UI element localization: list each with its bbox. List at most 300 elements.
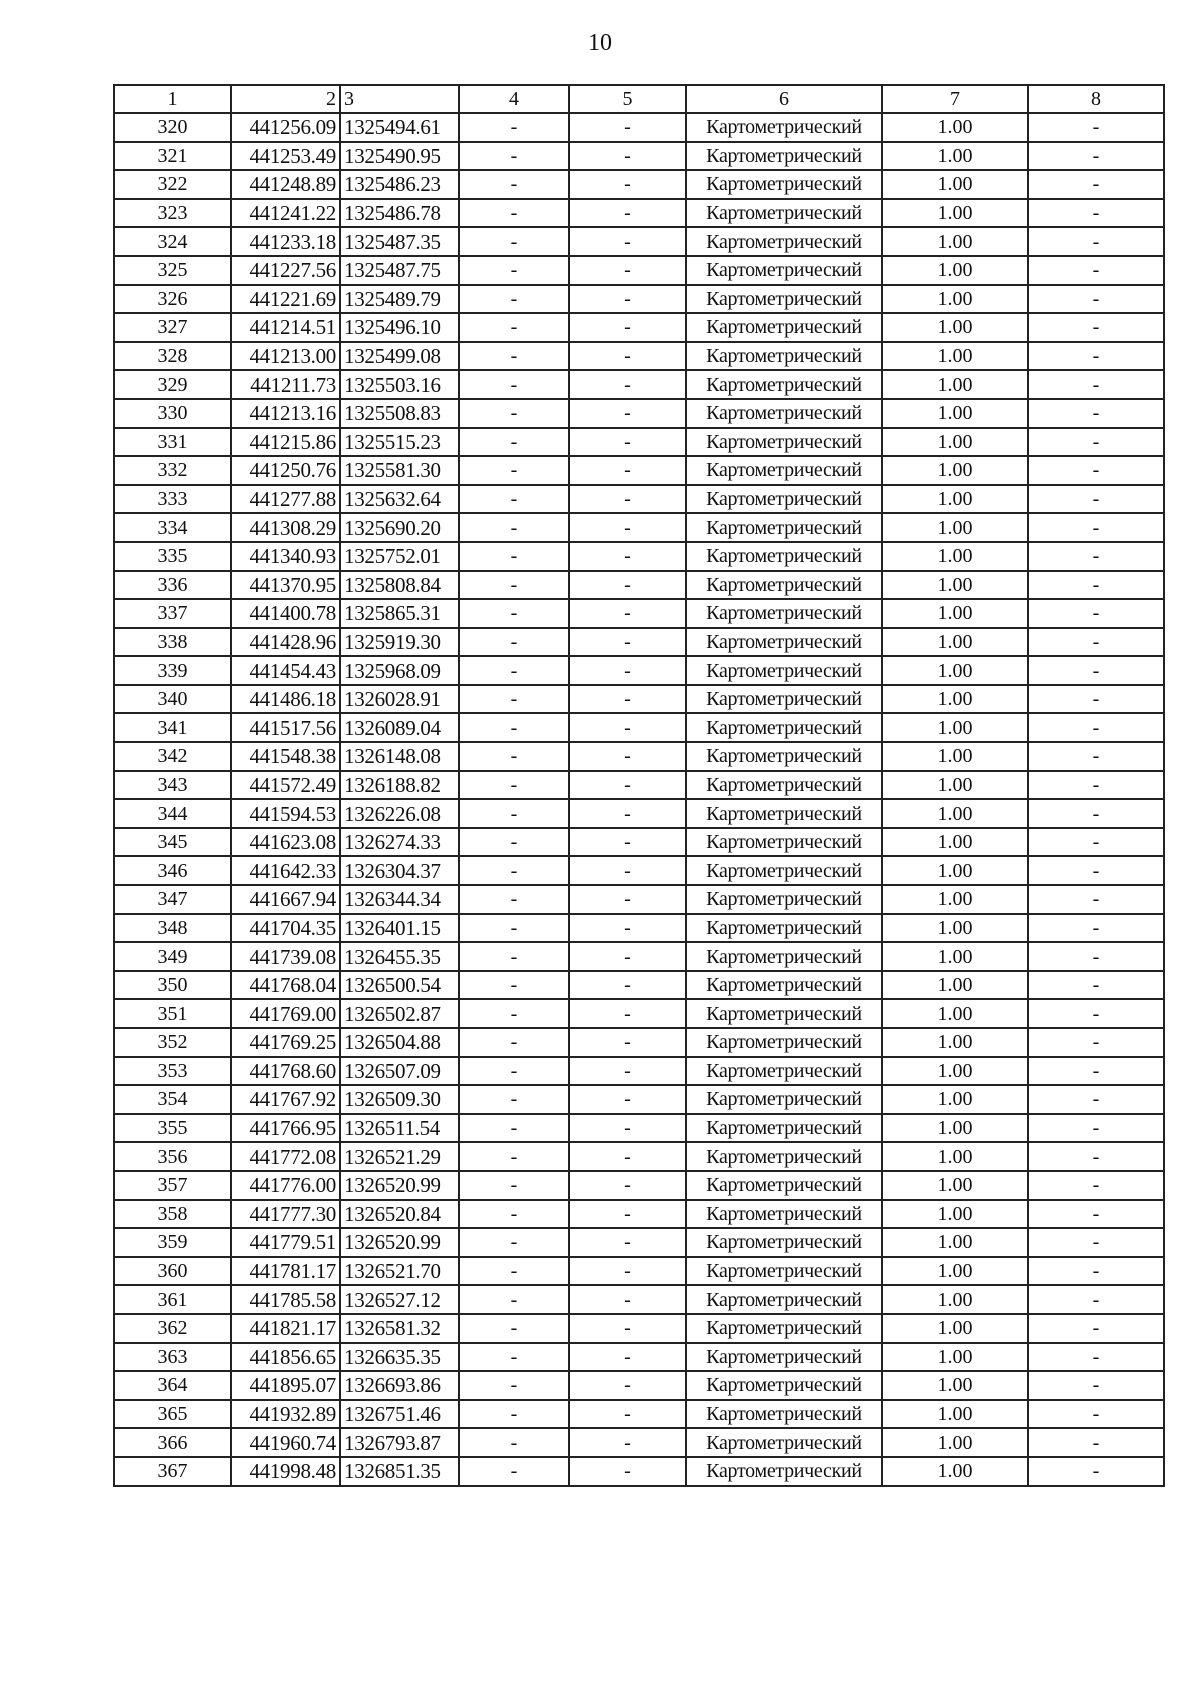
table-row xyxy=(114,399,1164,428)
y-coordinate-cell: 1325489.79 xyxy=(340,285,459,314)
column-5-cell: - xyxy=(569,428,686,457)
column-4-cell: - xyxy=(459,1400,569,1429)
column-5-cell: - xyxy=(569,628,686,657)
accuracy-cell: 1.00 xyxy=(882,856,1028,885)
method-cell: Картометрический xyxy=(686,999,882,1028)
column-8-cell: - xyxy=(1028,485,1164,514)
x-coordinate-cell: 441213.16 xyxy=(231,399,340,428)
column-4-cell: - xyxy=(459,170,569,199)
point-number-cell: 342 xyxy=(114,742,231,771)
x-coordinate-cell: 441821.17 xyxy=(231,1314,340,1343)
column-4-cell: - xyxy=(459,370,569,399)
column-5-cell: - xyxy=(569,313,686,342)
table-row xyxy=(114,656,1164,685)
method-cell: Картометрический xyxy=(686,1285,882,1314)
point-number-cell: 320 xyxy=(114,113,231,142)
column-4-cell: - xyxy=(459,542,569,571)
y-coordinate-cell: 1326500.54 xyxy=(340,971,459,1000)
table-row xyxy=(114,1057,1164,1086)
column-8-cell: - xyxy=(1028,1171,1164,1200)
column-4-cell: - xyxy=(459,1142,569,1171)
column-4-cell: - xyxy=(459,1028,569,1057)
x-coordinate-cell: 441221.69 xyxy=(231,285,340,314)
accuracy-cell: 1.00 xyxy=(882,713,1028,742)
method-cell: Картометрический xyxy=(686,1114,882,1143)
accuracy-cell: 1.00 xyxy=(882,1057,1028,1086)
column-8-cell: - xyxy=(1028,513,1164,542)
x-coordinate-cell: 441856.65 xyxy=(231,1343,340,1372)
table-row xyxy=(114,142,1164,171)
table-row xyxy=(114,942,1164,971)
method-cell: Картометрический xyxy=(686,599,882,628)
column-5-cell: - xyxy=(569,370,686,399)
column-8-cell: - xyxy=(1028,456,1164,485)
method-cell: Картометрический xyxy=(686,742,882,771)
table-body xyxy=(114,113,1164,1486)
x-coordinate-cell: 441572.49 xyxy=(231,771,340,800)
column-8-cell: - xyxy=(1028,370,1164,399)
x-coordinate-cell: 441768.04 xyxy=(231,971,340,1000)
column-4-cell: - xyxy=(459,999,569,1028)
y-coordinate-cell: 1326502.87 xyxy=(340,999,459,1028)
y-coordinate-cell: 1326521.70 xyxy=(340,1257,459,1286)
x-coordinate-cell: 441769.00 xyxy=(231,999,340,1028)
column-5-cell: - xyxy=(569,599,686,628)
column-8-cell: - xyxy=(1028,1343,1164,1372)
x-coordinate-cell: 441233.18 xyxy=(231,227,340,256)
y-coordinate-cell: 1326028.91 xyxy=(340,685,459,714)
point-number-cell: 336 xyxy=(114,571,231,600)
table-row xyxy=(114,113,1164,142)
column-header-8: 8 xyxy=(1028,85,1164,113)
method-cell: Картометрический xyxy=(686,628,882,657)
table-row xyxy=(114,1257,1164,1286)
column-5-cell: - xyxy=(569,199,686,228)
y-coordinate-cell: 1326581.32 xyxy=(340,1314,459,1343)
x-coordinate-cell: 441241.22 xyxy=(231,199,340,228)
table-row xyxy=(114,1371,1164,1400)
column-8-cell: - xyxy=(1028,1457,1164,1486)
method-cell: Картометрический xyxy=(686,1400,882,1429)
point-number-cell: 350 xyxy=(114,971,231,1000)
accuracy-cell: 1.00 xyxy=(882,456,1028,485)
column-8-cell: - xyxy=(1028,571,1164,600)
page-number: 10 xyxy=(588,30,612,56)
y-coordinate-cell: 1325632.64 xyxy=(340,485,459,514)
column-8-cell: - xyxy=(1028,828,1164,857)
point-number-cell: 339 xyxy=(114,656,231,685)
x-coordinate-cell: 441642.33 xyxy=(231,856,340,885)
column-4-cell: - xyxy=(459,885,569,914)
column-4-cell: - xyxy=(459,1200,569,1229)
method-cell: Картометрический xyxy=(686,971,882,1000)
accuracy-cell: 1.00 xyxy=(882,656,1028,685)
point-number-cell: 324 xyxy=(114,227,231,256)
y-coordinate-cell: 1326148.08 xyxy=(340,742,459,771)
x-coordinate-cell: 441895.07 xyxy=(231,1371,340,1400)
accuracy-cell: 1.00 xyxy=(882,113,1028,142)
x-coordinate-cell: 441769.25 xyxy=(231,1028,340,1057)
column-5-cell: - xyxy=(569,1371,686,1400)
column-5-cell: - xyxy=(569,1114,686,1143)
column-8-cell: - xyxy=(1028,742,1164,771)
method-cell: Картометрический xyxy=(686,771,882,800)
column-4-cell: - xyxy=(459,456,569,485)
accuracy-cell: 1.00 xyxy=(882,1457,1028,1486)
column-5-cell: - xyxy=(569,856,686,885)
column-5-cell: - xyxy=(569,713,686,742)
column-4-cell: - xyxy=(459,399,569,428)
x-coordinate-cell: 441772.08 xyxy=(231,1142,340,1171)
y-coordinate-cell: 1326509.30 xyxy=(340,1085,459,1114)
y-coordinate-cell: 1325752.01 xyxy=(340,542,459,571)
y-coordinate-cell: 1325494.61 xyxy=(340,113,459,142)
table-row xyxy=(114,856,1164,885)
point-number-cell: 357 xyxy=(114,1171,231,1200)
point-number-cell: 338 xyxy=(114,628,231,657)
table-row xyxy=(114,428,1164,457)
accuracy-cell: 1.00 xyxy=(882,256,1028,285)
column-8-cell: - xyxy=(1028,914,1164,943)
point-number-cell: 365 xyxy=(114,1400,231,1429)
table-row xyxy=(114,1343,1164,1372)
method-cell: Картометрический xyxy=(686,799,882,828)
x-coordinate-cell: 441768.60 xyxy=(231,1057,340,1086)
table-row xyxy=(114,971,1164,1000)
table-row xyxy=(114,542,1164,571)
y-coordinate-cell: 1325865.31 xyxy=(340,599,459,628)
point-number-cell: 355 xyxy=(114,1114,231,1143)
accuracy-cell: 1.00 xyxy=(882,1028,1028,1057)
method-cell: Картометрический xyxy=(686,914,882,943)
y-coordinate-cell: 1325919.30 xyxy=(340,628,459,657)
point-number-cell: 344 xyxy=(114,799,231,828)
method-cell: Картометрический xyxy=(686,513,882,542)
x-coordinate-cell: 441370.95 xyxy=(231,571,340,600)
column-5-cell: - xyxy=(569,942,686,971)
x-coordinate-cell: 441704.35 xyxy=(231,914,340,943)
table-row xyxy=(114,1428,1164,1457)
column-8-cell: - xyxy=(1028,113,1164,142)
point-number-cell: 327 xyxy=(114,313,231,342)
column-8-cell: - xyxy=(1028,1085,1164,1114)
table-row xyxy=(114,370,1164,399)
method-cell: Картометрический xyxy=(686,256,882,285)
column-header-1: 1 xyxy=(114,85,231,113)
column-5-cell: - xyxy=(569,914,686,943)
y-coordinate-cell: 1325968.09 xyxy=(340,656,459,685)
x-coordinate-cell: 441623.08 xyxy=(231,828,340,857)
column-8-cell: - xyxy=(1028,428,1164,457)
accuracy-cell: 1.00 xyxy=(882,1371,1028,1400)
point-number-cell: 354 xyxy=(114,1085,231,1114)
column-8-cell: - xyxy=(1028,399,1164,428)
table-row xyxy=(114,1285,1164,1314)
column-5-cell: - xyxy=(569,999,686,1028)
point-number-cell: 335 xyxy=(114,542,231,571)
column-4-cell: - xyxy=(459,513,569,542)
x-coordinate-cell: 441277.88 xyxy=(231,485,340,514)
accuracy-cell: 1.00 xyxy=(882,485,1028,514)
column-5-cell: - xyxy=(569,656,686,685)
column-4-cell: - xyxy=(459,1457,569,1486)
y-coordinate-cell: 1325690.20 xyxy=(340,513,459,542)
column-8-cell: - xyxy=(1028,799,1164,828)
column-4-cell: - xyxy=(459,1228,569,1257)
accuracy-cell: 1.00 xyxy=(882,313,1028,342)
point-number-cell: 323 xyxy=(114,199,231,228)
accuracy-cell: 1.00 xyxy=(882,1314,1028,1343)
y-coordinate-cell: 1326507.09 xyxy=(340,1057,459,1086)
table-row xyxy=(114,1457,1164,1486)
column-5-cell: - xyxy=(569,1457,686,1486)
accuracy-cell: 1.00 xyxy=(882,828,1028,857)
column-4-cell: - xyxy=(459,856,569,885)
method-cell: Картометрический xyxy=(686,1228,882,1257)
x-coordinate-cell: 441227.56 xyxy=(231,256,340,285)
table-row xyxy=(114,885,1164,914)
accuracy-cell: 1.00 xyxy=(882,942,1028,971)
accuracy-cell: 1.00 xyxy=(882,399,1028,428)
column-8-cell: - xyxy=(1028,685,1164,714)
x-coordinate-cell: 441776.00 xyxy=(231,1171,340,1200)
accuracy-cell: 1.00 xyxy=(882,370,1028,399)
method-cell: Картометрический xyxy=(686,656,882,685)
point-number-cell: 330 xyxy=(114,399,231,428)
method-cell: Картометрический xyxy=(686,456,882,485)
accuracy-cell: 1.00 xyxy=(882,1085,1028,1114)
column-5-cell: - xyxy=(569,227,686,256)
table-row xyxy=(114,742,1164,771)
column-5-cell: - xyxy=(569,1257,686,1286)
y-coordinate-cell: 1325490.95 xyxy=(340,142,459,171)
column-5-cell: - xyxy=(569,513,686,542)
x-coordinate-cell: 441215.86 xyxy=(231,428,340,457)
x-coordinate-cell: 441739.08 xyxy=(231,942,340,971)
table-row xyxy=(114,342,1164,371)
y-coordinate-cell: 1326520.99 xyxy=(340,1171,459,1200)
table-row xyxy=(114,1028,1164,1057)
column-header-5: 5 xyxy=(569,85,686,113)
x-coordinate-cell: 441340.93 xyxy=(231,542,340,571)
column-4-cell: - xyxy=(459,142,569,171)
column-header-4: 4 xyxy=(459,85,569,113)
point-number-cell: 362 xyxy=(114,1314,231,1343)
table-header xyxy=(114,85,1164,113)
column-4-cell: - xyxy=(459,256,569,285)
column-header-3: 3 xyxy=(340,85,459,113)
method-cell: Картометрический xyxy=(686,885,882,914)
accuracy-cell: 1.00 xyxy=(882,742,1028,771)
column-5-cell: - xyxy=(569,971,686,1000)
accuracy-cell: 1.00 xyxy=(882,1400,1028,1429)
point-number-cell: 358 xyxy=(114,1200,231,1229)
column-5-cell: - xyxy=(569,828,686,857)
y-coordinate-cell: 1326851.35 xyxy=(340,1457,459,1486)
method-cell: Картометрический xyxy=(686,1428,882,1457)
method-cell: Картометрический xyxy=(686,170,882,199)
method-cell: Картометрический xyxy=(686,1171,882,1200)
x-coordinate-cell: 441253.49 xyxy=(231,142,340,171)
accuracy-cell: 1.00 xyxy=(882,513,1028,542)
point-number-cell: 332 xyxy=(114,456,231,485)
method-cell: Картометрический xyxy=(686,828,882,857)
method-cell: Картометрический xyxy=(686,1142,882,1171)
y-coordinate-cell: 1326188.82 xyxy=(340,771,459,800)
table-row xyxy=(114,227,1164,256)
x-coordinate-cell: 441785.58 xyxy=(231,1285,340,1314)
column-5-cell: - xyxy=(569,571,686,600)
accuracy-cell: 1.00 xyxy=(882,1228,1028,1257)
accuracy-cell: 1.00 xyxy=(882,1257,1028,1286)
column-4-cell: - xyxy=(459,656,569,685)
column-5-cell: - xyxy=(569,342,686,371)
method-cell: Картометрический xyxy=(686,571,882,600)
method-cell: Картометрический xyxy=(686,285,882,314)
column-8-cell: - xyxy=(1028,942,1164,971)
column-4-cell: - xyxy=(459,485,569,514)
column-4-cell: - xyxy=(459,771,569,800)
point-number-cell: 353 xyxy=(114,1057,231,1086)
x-coordinate-cell: 441214.51 xyxy=(231,313,340,342)
column-4-cell: - xyxy=(459,828,569,857)
column-8-cell: - xyxy=(1028,199,1164,228)
y-coordinate-cell: 1325486.78 xyxy=(340,199,459,228)
y-coordinate-cell: 1326693.86 xyxy=(340,1371,459,1400)
column-4-cell: - xyxy=(459,1428,569,1457)
column-5-cell: - xyxy=(569,1085,686,1114)
y-coordinate-cell: 1326226.08 xyxy=(340,799,459,828)
column-8-cell: - xyxy=(1028,1371,1164,1400)
x-coordinate-cell: 441486.18 xyxy=(231,685,340,714)
x-coordinate-cell: 441248.89 xyxy=(231,170,340,199)
table-row xyxy=(114,1228,1164,1257)
point-number-cell: 346 xyxy=(114,856,231,885)
y-coordinate-cell: 1325496.10 xyxy=(340,313,459,342)
accuracy-cell: 1.00 xyxy=(882,199,1028,228)
column-8-cell: - xyxy=(1028,856,1164,885)
x-coordinate-cell: 441781.17 xyxy=(231,1257,340,1286)
column-5-cell: - xyxy=(569,485,686,514)
y-coordinate-cell: 1326504.88 xyxy=(340,1028,459,1057)
x-coordinate-cell: 441428.96 xyxy=(231,628,340,657)
x-coordinate-cell: 441250.76 xyxy=(231,456,340,485)
accuracy-cell: 1.00 xyxy=(882,999,1028,1028)
table-row xyxy=(114,713,1164,742)
column-8-cell: - xyxy=(1028,628,1164,657)
y-coordinate-cell: 1326520.99 xyxy=(340,1228,459,1257)
method-cell: Картометрический xyxy=(686,1371,882,1400)
method-cell: Картометрический xyxy=(686,1057,882,1086)
point-number-cell: 337 xyxy=(114,599,231,628)
method-cell: Картометрический xyxy=(686,713,882,742)
point-number-cell: 328 xyxy=(114,342,231,371)
point-number-cell: 345 xyxy=(114,828,231,857)
column-4-cell: - xyxy=(459,1285,569,1314)
point-number-cell: 366 xyxy=(114,1428,231,1457)
column-4-cell: - xyxy=(459,313,569,342)
column-4-cell: - xyxy=(459,227,569,256)
table-row xyxy=(114,571,1164,600)
column-8-cell: - xyxy=(1028,1200,1164,1229)
method-cell: Картометрический xyxy=(686,685,882,714)
header-row xyxy=(114,85,1164,113)
column-5-cell: - xyxy=(569,399,686,428)
accuracy-cell: 1.00 xyxy=(882,599,1028,628)
method-cell: Картометрический xyxy=(686,856,882,885)
point-number-cell: 361 xyxy=(114,1285,231,1314)
accuracy-cell: 1.00 xyxy=(882,1343,1028,1372)
column-4-cell: - xyxy=(459,1171,569,1200)
column-4-cell: - xyxy=(459,571,569,600)
column-8-cell: - xyxy=(1028,771,1164,800)
point-number-cell: 360 xyxy=(114,1257,231,1286)
method-cell: Картометрический xyxy=(686,1314,882,1343)
table-row xyxy=(114,1142,1164,1171)
column-8-cell: - xyxy=(1028,313,1164,342)
y-coordinate-cell: 1325486.23 xyxy=(340,170,459,199)
column-4-cell: - xyxy=(459,942,569,971)
column-5-cell: - xyxy=(569,1343,686,1372)
x-coordinate-cell: 441998.48 xyxy=(231,1457,340,1486)
table-row xyxy=(114,256,1164,285)
method-cell: Картометрический xyxy=(686,113,882,142)
column-8-cell: - xyxy=(1028,885,1164,914)
accuracy-cell: 1.00 xyxy=(882,799,1028,828)
point-number-cell: 364 xyxy=(114,1371,231,1400)
x-coordinate-cell: 441454.43 xyxy=(231,656,340,685)
x-coordinate-cell: 441548.38 xyxy=(231,742,340,771)
point-number-cell: 331 xyxy=(114,428,231,457)
x-coordinate-cell: 441400.78 xyxy=(231,599,340,628)
column-8-cell: - xyxy=(1028,1028,1164,1057)
y-coordinate-cell: 1326089.04 xyxy=(340,713,459,742)
column-4-cell: - xyxy=(459,428,569,457)
column-8-cell: - xyxy=(1028,170,1164,199)
accuracy-cell: 1.00 xyxy=(882,1142,1028,1171)
accuracy-cell: 1.00 xyxy=(882,771,1028,800)
accuracy-cell: 1.00 xyxy=(882,1114,1028,1143)
column-8-cell: - xyxy=(1028,1142,1164,1171)
point-number-cell: 334 xyxy=(114,513,231,542)
table-row xyxy=(114,999,1164,1028)
column-5-cell: - xyxy=(569,1314,686,1343)
column-5-cell: - xyxy=(569,1400,686,1429)
method-cell: Картометрический xyxy=(686,399,882,428)
column-5-cell: - xyxy=(569,742,686,771)
column-8-cell: - xyxy=(1028,999,1164,1028)
point-number-cell: 321 xyxy=(114,142,231,171)
coordinates-table xyxy=(113,84,1165,1487)
column-8-cell: - xyxy=(1028,1314,1164,1343)
column-5-cell: - xyxy=(569,1057,686,1086)
method-cell: Картометрический xyxy=(686,542,882,571)
method-cell: Картометрический xyxy=(686,313,882,342)
accuracy-cell: 1.00 xyxy=(882,227,1028,256)
accuracy-cell: 1.00 xyxy=(882,1200,1028,1229)
y-coordinate-cell: 1326455.35 xyxy=(340,942,459,971)
column-5-cell: - xyxy=(569,1028,686,1057)
column-5-cell: - xyxy=(569,142,686,171)
column-8-cell: - xyxy=(1028,1114,1164,1143)
column-5-cell: - xyxy=(569,542,686,571)
column-4-cell: - xyxy=(459,342,569,371)
column-8-cell: - xyxy=(1028,542,1164,571)
x-coordinate-cell: 441766.95 xyxy=(231,1114,340,1143)
table-row xyxy=(114,599,1164,628)
column-8-cell: - xyxy=(1028,1285,1164,1314)
column-8-cell: - xyxy=(1028,599,1164,628)
